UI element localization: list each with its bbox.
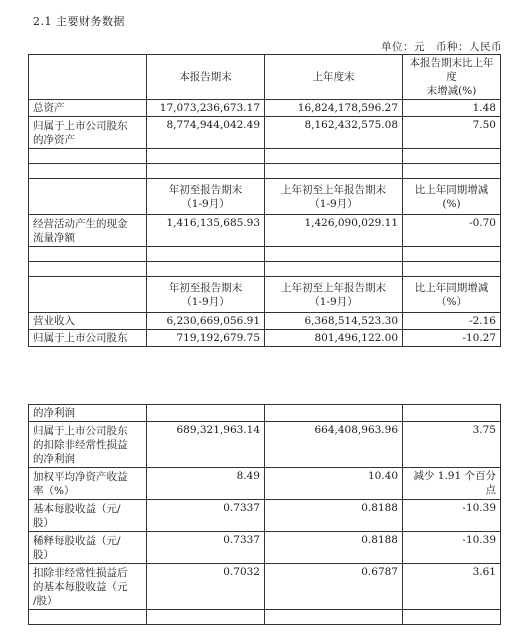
table-row [29,500,501,532]
header-change-percent [403,55,501,100]
header-ytd-prior-line2: （1-9月） [309,197,358,210]
row-label-net-assets [29,117,147,149]
roe-label-line2: 率（%） [33,484,75,497]
header-ytd-current-2 [147,277,265,313]
header-change-line1: 本报告期末比上年度 [409,57,494,83]
header-ytd-current-2-line1: 年初至报告期末 [168,281,243,294]
basic-eps-change: -10.39 [403,500,501,532]
header-ytd-current [147,179,265,215]
header-ytd-prior-2-line2: （1-9月） [309,295,358,308]
empty-row [29,164,501,179]
row-label-net-profit-deducted [29,422,147,468]
cashflow-prior: 1,426,090,029.11 [265,215,403,247]
row-label-basic-eps [29,500,147,532]
basic-eps-deducted-current: 0.7032 [147,564,265,610]
table-row [29,117,501,149]
diluted-eps-label-line2: 股） [33,548,54,561]
header-ytd-current-2-line2: （1-9月） [181,295,230,308]
net-profit-deducted-label-line2: 的扣除非经常性损益 [33,438,128,451]
table-row [29,215,501,247]
empty-row [29,247,501,262]
basic-eps-deducted-label-line3: /股） [33,594,58,607]
basic-eps-label-line2: 股） [33,516,54,529]
table-row [29,468,501,500]
header-yoy-change-2-line1: 比上年同期增减 [414,281,489,294]
net-profit-deducted-change: 3.75 [403,422,501,468]
net-profit-deducted-label-line3: 的净利润 [33,452,75,465]
header-blank-cell [29,55,147,100]
row-label-net-profit-cont: 的净利润 [29,405,147,422]
header-yoy-change-2 [403,277,501,313]
header-yoy-change-2-line2: （%） [436,295,467,308]
cashflow-current: 1,416,135,685.93 [147,215,265,247]
basic-eps-deducted-label-line2: 的基本每股收益（元 [33,580,128,593]
basic-eps-deducted-change: 3.61 [403,564,501,610]
table-header-row [29,179,501,215]
net-profit-deducted-label-line1: 归属于上市公司股东 [33,424,128,437]
roe-prior: 10.40 [265,468,403,500]
header-ytd-current-line2: （1-9月） [181,197,230,210]
header-ytd-current-line1: 年初至报告期末 [168,183,243,196]
cashflow-label-line2: 流量净额 [33,231,75,244]
cashflow-change: -0.70 [403,215,501,247]
cashflow-label-line1: 经营活动产生的现金 [33,217,128,230]
net-profit-change: -10.27 [403,330,501,347]
row-label-diluted-eps [29,532,147,564]
net-profit-deducted-current: 689,321,963.14 [147,422,265,468]
table-row [29,564,501,610]
total-assets-prior: 16,824,178,596.27 [265,100,403,117]
table-header-row [29,55,501,100]
basic-eps-prior: 0.8188 [265,500,403,532]
header-prior-year-end: 上年度末 [265,55,403,100]
roe-label-line1: 加权平均净资产收益 [33,470,128,483]
net-assets-current: 8,774,944,042.49 [147,117,265,149]
header-ytd-prior-line1: 上年初至上年报告期末 [281,183,386,196]
net-assets-prior: 8,162,432,575.08 [265,117,403,149]
empty-row [29,262,501,277]
header-ytd-prior-2-line1: 上年初至上年报告期末 [281,281,386,294]
row-label-revenue: 营业收入 [29,313,147,330]
table-row [29,330,501,347]
financial-data-table-part2 [28,404,501,625]
revenue-prior: 6,368,514,523.30 [265,313,403,330]
row-label-basic-eps-deducted [29,564,147,610]
header-ytd-prior-2 [265,277,403,313]
net-profit-deducted-prior: 664,408,963.96 [265,422,403,468]
net-assets-label-line2: 的净资产 [33,133,75,146]
unit-currency-line: 单位：元 币种：人民币 [381,41,502,53]
header-current-period-end: 本报告期末 [147,55,265,100]
row-label-cashflow [29,215,147,247]
row-label-total-assets: 总资产 [29,100,147,117]
net-profit-current: 719,192,679.75 [147,330,265,347]
total-assets-change: 1.48 [403,100,501,117]
header-blank-cell [29,277,147,313]
header-ytd-prior [265,179,403,215]
empty-row [29,610,501,625]
header-blank-cell [29,179,147,215]
diluted-eps-change: -10.39 [403,532,501,564]
net-profit-prior: 801,496,122.00 [265,330,403,347]
roe-current: 8.49 [147,468,265,500]
table-row [29,100,501,117]
table-row [29,405,501,422]
empty-row [29,149,501,164]
row-label-roe [29,468,147,500]
diluted-eps-prior: 0.8188 [265,532,403,564]
revenue-current: 6,230,669,056.91 [147,313,265,330]
section-title: 2.1 主要财务数据 [33,15,125,28]
header-yoy-change: 比上年同期增减(%) [403,179,501,215]
table-row [29,313,501,330]
total-assets-current: 17,073,236,673.17 [147,100,265,117]
basic-eps-deducted-prior: 0.6787 [265,564,403,610]
net-assets-label-line1: 归属于上市公司股东 [33,119,128,132]
diluted-eps-current: 0.7337 [147,532,265,564]
basic-eps-label-line1: 基本每股收益（元/ [33,502,121,515]
table-header-row [29,277,501,313]
row-label-net-profit: 归属于上市公司股东 [29,330,147,347]
financial-data-table-part1 [28,54,501,347]
table-row [29,422,501,468]
header-change-line2: 末增减(%) [426,85,477,97]
net-assets-change: 7.50 [403,117,501,149]
revenue-change: -2.16 [403,313,501,330]
roe-change: 减少 1.91 个百分点 [403,468,501,500]
basic-eps-deducted-label-line1: 扣除非经常性损益后 [33,566,128,579]
table-row [29,532,501,564]
diluted-eps-label-line1: 稀释每股收益（元/ [33,534,121,547]
basic-eps-current: 0.7337 [147,500,265,532]
